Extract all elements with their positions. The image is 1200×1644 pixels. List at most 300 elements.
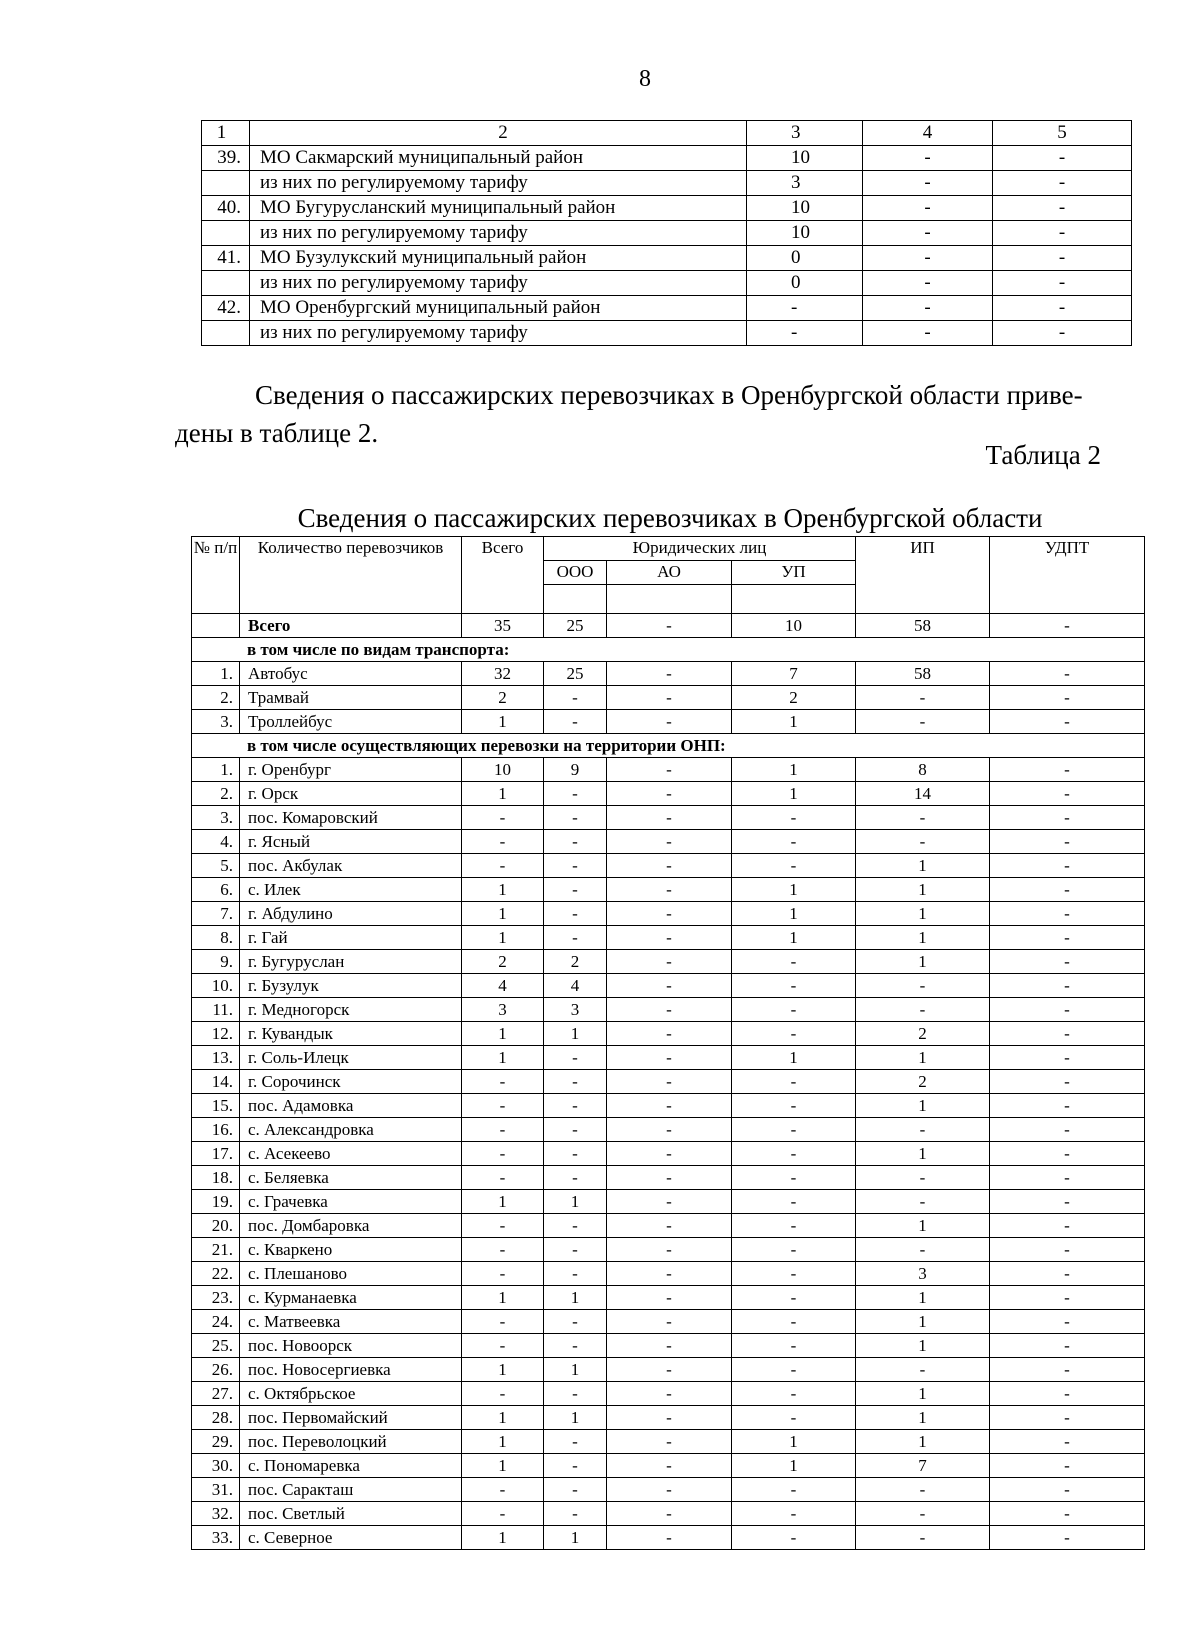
value-col3: 0 <box>747 271 863 296</box>
table1-row <box>202 146 1132 171</box>
ao-cell: - <box>607 1406 732 1430</box>
udpt-cell: - <box>990 1118 1145 1142</box>
ooo-cell: 1 <box>544 1526 607 1550</box>
ip-cell: - <box>856 974 990 998</box>
carrier-location: с. Асекеево <box>240 1142 462 1166</box>
settlement-row <box>192 806 1145 830</box>
udpt-cell: - <box>990 710 1145 734</box>
total-cell: 10 <box>462 758 544 782</box>
value-col5: - <box>993 196 1132 221</box>
ao-cell: - <box>607 950 732 974</box>
ao-cell: - <box>607 854 732 878</box>
row-number: 3. <box>192 806 240 830</box>
district-name: из них по регулируемому тарифу <box>250 221 747 246</box>
carrier-location: с. Беляевка <box>240 1166 462 1190</box>
udpt-cell: - <box>990 998 1145 1022</box>
ip-cell: 1 <box>856 1286 990 1310</box>
total-cell: - <box>462 1262 544 1286</box>
carrier-location: пос. Акбулак <box>240 854 462 878</box>
up-cell: 1 <box>732 782 856 806</box>
settlement-row <box>192 1118 1145 1142</box>
udpt-cell: - <box>990 1406 1145 1430</box>
value-col4: - <box>863 221 993 246</box>
total-cell: - <box>462 1238 544 1262</box>
value-col4: - <box>863 196 993 221</box>
total-cell: - <box>462 1118 544 1142</box>
up-cell: 10 <box>732 614 856 638</box>
ao-cell: - <box>607 1238 732 1262</box>
settlement-row <box>192 1166 1145 1190</box>
ip-cell: - <box>856 686 990 710</box>
ooo-cell: - <box>544 806 607 830</box>
ooo-cell: - <box>544 1046 607 1070</box>
settlement-row <box>192 1310 1145 1334</box>
up-cell: - <box>732 1118 856 1142</box>
carrier-location: пос. Домбаровка <box>240 1214 462 1238</box>
header-udpt: УДПТ <box>990 537 1145 614</box>
up-cell: 1 <box>732 1046 856 1070</box>
ao-cell: - <box>607 974 732 998</box>
table1-row <box>202 196 1132 221</box>
carrier-location: г. Кувандык <box>240 1022 462 1046</box>
row-number: 7. <box>192 902 240 926</box>
ip-cell: 7 <box>856 1454 990 1478</box>
carrier-location: г. Медногорск <box>240 998 462 1022</box>
up-cell: - <box>732 974 856 998</box>
total-cell: 1 <box>462 1454 544 1478</box>
ooo-cell: - <box>544 902 607 926</box>
value-col4: - <box>863 296 993 321</box>
row-number: 13. <box>192 1046 240 1070</box>
value-col4: - <box>863 321 993 346</box>
total-cell: 1 <box>462 1526 544 1550</box>
udpt-cell: - <box>990 686 1145 710</box>
district-name: из них по регулируемому тарифу <box>250 171 747 196</box>
carrier-location: пос. Светлый <box>240 1502 462 1526</box>
table1-col-header: 4 <box>863 121 993 146</box>
ao-cell: - <box>607 1142 732 1166</box>
value-col5: - <box>993 221 1132 246</box>
table1-row <box>202 296 1132 321</box>
up-cell: - <box>732 1310 856 1334</box>
up-cell: 1 <box>732 710 856 734</box>
ooo-cell: - <box>544 1454 607 1478</box>
total-cell: - <box>462 1094 544 1118</box>
row-number: 10. <box>192 974 240 998</box>
udpt-cell: - <box>990 1214 1145 1238</box>
value-col4: - <box>863 271 993 296</box>
ao-cell: - <box>607 1310 732 1334</box>
ip-cell: - <box>856 710 990 734</box>
row-number: 14. <box>192 1070 240 1094</box>
ooo-cell: - <box>544 1502 607 1526</box>
district-name: МО Оренбургский муниципальный район <box>250 296 747 321</box>
udpt-cell: - <box>990 974 1145 998</box>
up-cell: 1 <box>732 1454 856 1478</box>
transport-row <box>192 710 1145 734</box>
settlement-row <box>192 950 1145 974</box>
udpt-cell: - <box>990 1430 1145 1454</box>
ip-cell: - <box>856 1118 990 1142</box>
total-cell: 4 <box>462 974 544 998</box>
row-number <box>202 171 250 196</box>
ooo-cell: - <box>544 830 607 854</box>
up-cell: 2 <box>732 686 856 710</box>
up-cell: - <box>732 1526 856 1550</box>
row-number: 18. <box>192 1166 240 1190</box>
ooo-cell: - <box>544 1142 607 1166</box>
ao-cell: - <box>607 662 732 686</box>
carrier-location: г. Бузулук <box>240 974 462 998</box>
table1-col-header: 3 <box>747 121 863 146</box>
total-cell: - <box>462 1334 544 1358</box>
carrier-location: пос. Новоорск <box>240 1334 462 1358</box>
up-cell: 1 <box>732 758 856 782</box>
table1-col-header: 2 <box>250 121 747 146</box>
table1-row <box>202 246 1132 271</box>
udpt-cell: - <box>990 926 1145 950</box>
transport-row <box>192 662 1145 686</box>
up-cell: - <box>732 1286 856 1310</box>
total-cell: 1 <box>462 1190 544 1214</box>
row-number: 6. <box>192 878 240 902</box>
row-number: 20. <box>192 1214 240 1238</box>
total-cell: - <box>462 1214 544 1238</box>
district-name: МО Сакмарский муниципальный район <box>250 146 747 171</box>
total-cell: 2 <box>462 686 544 710</box>
total-cell: 1 <box>462 1046 544 1070</box>
settlement-row <box>192 1406 1145 1430</box>
total-cell: - <box>462 1310 544 1334</box>
district-name: МО Бугурусланский муниципальный район <box>250 196 747 221</box>
header-spacer <box>732 585 856 614</box>
ip-cell: 1 <box>856 878 990 902</box>
district-name: МО Бузулукский муниципальный район <box>250 246 747 271</box>
settlement-row <box>192 1262 1145 1286</box>
ooo-cell: - <box>544 686 607 710</box>
carriers-table <box>191 536 1145 1550</box>
up-cell: 1 <box>732 926 856 950</box>
row-number: 1. <box>192 662 240 686</box>
udpt-cell: - <box>990 1382 1145 1406</box>
ooo-cell: 2 <box>544 950 607 974</box>
up-cell: - <box>732 1358 856 1382</box>
ip-cell: 1 <box>856 1334 990 1358</box>
carrier-location: с. Илек <box>240 878 462 902</box>
ao-cell: - <box>607 686 732 710</box>
carrier-location: с. Курманаевка <box>240 1286 462 1310</box>
settlement-row <box>192 998 1145 1022</box>
udpt-cell: - <box>990 854 1145 878</box>
up-cell: - <box>732 830 856 854</box>
settlement-row <box>192 1022 1145 1046</box>
settlement-row <box>192 926 1145 950</box>
settlement-row <box>192 1430 1145 1454</box>
ip-cell: 1 <box>856 1214 990 1238</box>
ao-cell: - <box>607 1334 732 1358</box>
carrier-location: с. Северное <box>240 1526 462 1550</box>
total-cell: 1 <box>462 1358 544 1382</box>
ooo-cell: 25 <box>544 614 607 638</box>
settlement-row <box>192 1478 1145 1502</box>
udpt-cell: - <box>990 662 1145 686</box>
up-cell: - <box>732 950 856 974</box>
carrier-location: пос. Комаровский <box>240 806 462 830</box>
district-name: из них по регулируемому тарифу <box>250 271 747 296</box>
row-number: 12. <box>192 1022 240 1046</box>
ip-cell: 1 <box>856 902 990 926</box>
ooo-cell: 1 <box>544 1022 607 1046</box>
total-cell: 1 <box>462 902 544 926</box>
udpt-cell: - <box>990 1262 1145 1286</box>
table-label: Таблица 2 <box>985 440 1101 470</box>
ip-cell: - <box>856 1526 990 1550</box>
value-col3: 10 <box>747 196 863 221</box>
row-number: 29. <box>192 1430 240 1454</box>
ao-cell: - <box>607 1526 732 1550</box>
value-col3: 3 <box>747 171 863 196</box>
value-col3: 0 <box>747 246 863 271</box>
settlement-row <box>192 1358 1145 1382</box>
ooo-cell: 4 <box>544 974 607 998</box>
row-number: 42. <box>202 296 250 321</box>
ip-cell: 58 <box>856 614 990 638</box>
value-col5: - <box>993 246 1132 271</box>
table1-col-header: 5 <box>993 121 1132 146</box>
udpt-cell: - <box>990 1310 1145 1334</box>
value-col4: - <box>863 246 993 271</box>
udpt-cell: - <box>990 1070 1145 1094</box>
ooo-cell: - <box>544 1118 607 1142</box>
up-cell: - <box>732 1406 856 1430</box>
udpt-cell: - <box>990 1190 1145 1214</box>
row-number: 33. <box>192 1526 240 1550</box>
up-cell: - <box>732 1190 856 1214</box>
ao-cell: - <box>607 1046 732 1070</box>
row-number: 2. <box>192 782 240 806</box>
row-number: 16. <box>192 1118 240 1142</box>
row-number <box>202 321 250 346</box>
ao-cell: - <box>607 1166 732 1190</box>
udpt-cell: - <box>990 758 1145 782</box>
ip-cell: 58 <box>856 662 990 686</box>
row-number: 30. <box>192 1454 240 1478</box>
total-cell: - <box>462 806 544 830</box>
ip-cell: 1 <box>856 1430 990 1454</box>
ip-cell: - <box>856 830 990 854</box>
up-cell: - <box>732 1382 856 1406</box>
carrier-location: Троллейбус <box>240 710 462 734</box>
ao-cell: - <box>607 1358 732 1382</box>
ao-cell: - <box>607 782 732 806</box>
header-legal-entities: Юридических лиц <box>544 537 856 561</box>
table1-col-header: 1 <box>202 121 250 146</box>
udpt-cell: - <box>990 1502 1145 1526</box>
carrier-location: пос. Первомайский <box>240 1406 462 1430</box>
ip-cell: - <box>856 1238 990 1262</box>
value-col5: - <box>993 171 1132 196</box>
carrier-location: г. Сорочинск <box>240 1070 462 1094</box>
total-cell: 1 <box>462 1022 544 1046</box>
table1-header-row <box>202 121 1132 146</box>
ooo-cell: - <box>544 1430 607 1454</box>
table1-row <box>202 271 1132 296</box>
total-cell: 1 <box>462 878 544 902</box>
settlement-row <box>192 1070 1145 1094</box>
row-number: 28. <box>192 1406 240 1430</box>
ao-cell: - <box>607 1478 732 1502</box>
paragraph-line: Сведения о пассажирских перевозчиках в Оренбургской области приве- <box>255 380 1083 410</box>
row-number: 8. <box>192 926 240 950</box>
ooo-cell: 1 <box>544 1406 607 1430</box>
ooo-cell: 9 <box>544 758 607 782</box>
value-col4: - <box>863 146 993 171</box>
udpt-cell: - <box>990 830 1145 854</box>
ip-cell: - <box>856 1502 990 1526</box>
row-number: 23. <box>192 1286 240 1310</box>
udpt-cell: - <box>990 950 1145 974</box>
value-col5: - <box>993 296 1132 321</box>
total-cell: - <box>462 1478 544 1502</box>
row-number: 41. <box>202 246 250 271</box>
ooo-cell: - <box>544 878 607 902</box>
ip-cell: 1 <box>856 854 990 878</box>
page-number: 8 <box>639 66 651 92</box>
ip-cell: 14 <box>856 782 990 806</box>
row-number: 2. <box>192 686 240 710</box>
row-number: 24. <box>192 1310 240 1334</box>
ao-cell: - <box>607 1382 732 1406</box>
intro-paragraph <box>175 376 1115 452</box>
ooo-cell: - <box>544 1214 607 1238</box>
settlement-row <box>192 758 1145 782</box>
up-cell: 1 <box>732 878 856 902</box>
table1-row <box>202 321 1132 346</box>
settlement-row <box>192 1094 1145 1118</box>
settlement-row <box>192 782 1145 806</box>
value-col3: 10 <box>747 146 863 171</box>
section-heading: в том числе по видам транспорта: <box>192 638 1145 662</box>
ooo-cell: 3 <box>544 998 607 1022</box>
udpt-cell: - <box>990 1526 1145 1550</box>
row-number <box>202 221 250 246</box>
section-row <box>192 638 1145 662</box>
up-cell: 1 <box>732 1430 856 1454</box>
paragraph-line: дены в таблице 2. <box>175 418 379 448</box>
ooo-cell: 1 <box>544 1286 607 1310</box>
carrier-location: с. Плешаново <box>240 1262 462 1286</box>
settlement-row <box>192 1238 1145 1262</box>
ooo-cell: 1 <box>544 1358 607 1382</box>
up-cell: - <box>732 1262 856 1286</box>
header-spacer <box>544 585 607 614</box>
value-col5: - <box>993 321 1132 346</box>
up-cell: - <box>732 1214 856 1238</box>
ooo-cell: - <box>544 1166 607 1190</box>
up-cell: 1 <box>732 902 856 926</box>
carrier-location: г. Оренбург <box>240 758 462 782</box>
carrier-location: пос. Переволоцкий <box>240 1430 462 1454</box>
udpt-cell: - <box>990 1334 1145 1358</box>
row-number: 31. <box>192 1478 240 1502</box>
row-number: 1. <box>192 758 240 782</box>
udpt-cell: - <box>990 1358 1145 1382</box>
carrier-location: г. Ясный <box>240 830 462 854</box>
carrier-location: пос. Адамовка <box>240 1094 462 1118</box>
udpt-cell: - <box>990 902 1145 926</box>
header-ao: АО <box>607 561 732 585</box>
settlement-row <box>192 1334 1145 1358</box>
ao-cell: - <box>607 1070 732 1094</box>
value-col5: - <box>993 146 1132 171</box>
row-number: 22. <box>192 1262 240 1286</box>
section-heading: в том числе осуществляющих перевозки на территории ОНП: <box>192 734 1145 758</box>
up-cell: - <box>732 806 856 830</box>
udpt-cell: - <box>990 782 1145 806</box>
up-cell: - <box>732 1022 856 1046</box>
udpt-cell: - <box>990 1454 1145 1478</box>
total-cell: - <box>462 830 544 854</box>
settlement-row <box>192 878 1145 902</box>
value-col5: - <box>993 271 1132 296</box>
settlement-row <box>192 1046 1145 1070</box>
ip-cell: - <box>856 1478 990 1502</box>
carrier-location: г. Гай <box>240 926 462 950</box>
ao-cell: - <box>607 710 732 734</box>
ooo-cell: - <box>544 1262 607 1286</box>
ao-cell: - <box>607 878 732 902</box>
row-number: 4. <box>192 830 240 854</box>
carrier-location: г. Бугуруслан <box>240 950 462 974</box>
up-cell: - <box>732 1142 856 1166</box>
ao-cell: - <box>607 902 732 926</box>
settlement-row <box>192 1214 1145 1238</box>
ip-cell: - <box>856 1166 990 1190</box>
carrier-location: пос. Саракташ <box>240 1478 462 1502</box>
carrier-location: г. Орск <box>240 782 462 806</box>
total-cell: 35 <box>462 614 544 638</box>
up-cell: - <box>732 854 856 878</box>
ip-cell: 1 <box>856 1382 990 1406</box>
ao-cell: - <box>607 1190 732 1214</box>
ip-cell: - <box>856 998 990 1022</box>
carrier-location: с. Октябрьское <box>240 1382 462 1406</box>
ooo-cell: - <box>544 710 607 734</box>
table2-header-row <box>192 537 1145 561</box>
row-number <box>192 614 240 638</box>
row-number: 27. <box>192 1382 240 1406</box>
row-number: 26. <box>192 1358 240 1382</box>
ip-cell: 1 <box>856 1310 990 1334</box>
ip-cell: 8 <box>856 758 990 782</box>
ao-cell: - <box>607 758 732 782</box>
ooo-cell: - <box>544 854 607 878</box>
row-number: 15. <box>192 1094 240 1118</box>
row-number: 3. <box>192 710 240 734</box>
settlement-row <box>192 1454 1145 1478</box>
settlement-row <box>192 1190 1145 1214</box>
total-cell: - <box>462 1070 544 1094</box>
ip-cell: - <box>856 1358 990 1382</box>
settlement-row <box>192 1286 1145 1310</box>
ooo-cell: - <box>544 1238 607 1262</box>
row-number: 21. <box>192 1238 240 1262</box>
ao-cell: - <box>607 1430 732 1454</box>
carrier-location: с. Кваркено <box>240 1238 462 1262</box>
total-cell: 3 <box>462 998 544 1022</box>
ip-cell: 1 <box>856 1406 990 1430</box>
up-cell: - <box>732 1334 856 1358</box>
